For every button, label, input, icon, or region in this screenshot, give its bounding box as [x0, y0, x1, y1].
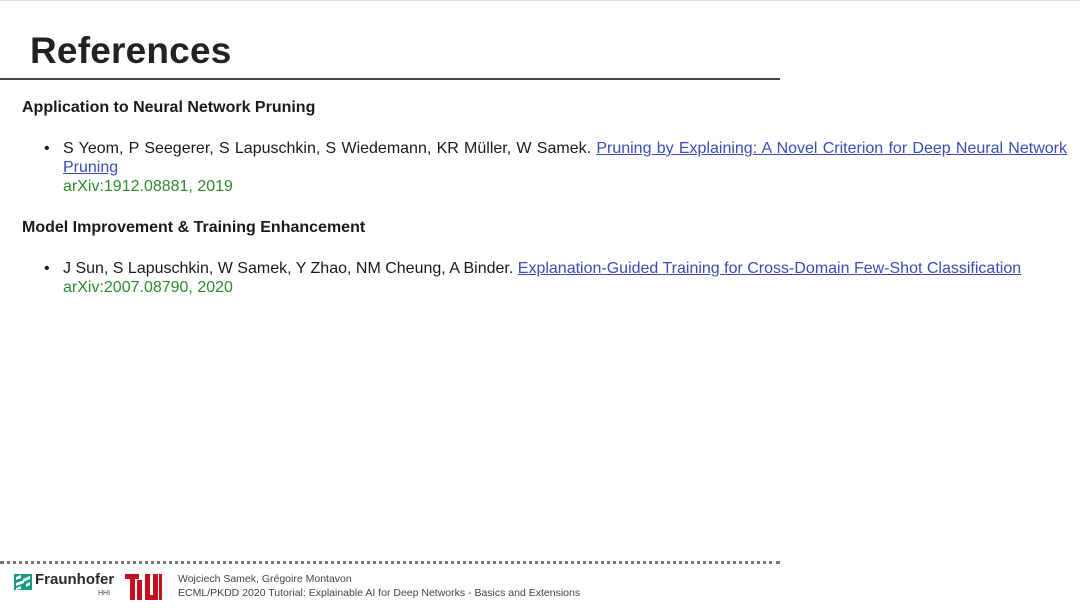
tu-berlin-logo-icon [125, 573, 163, 601]
reference-item [22, 259, 1067, 297]
reference-list [22, 139, 1067, 196]
section-pruning [22, 98, 1067, 196]
section-heading: Model Improvement & Training Enhancement [22, 219, 366, 236]
section-model-improvement [22, 218, 1067, 297]
reference-authors: S Yeom, P Seegerer, S Lapuschkin, S Wiedemann, KR Müller, W Samek. [63, 140, 592, 157]
section-heading: Application to Neural Network Pruning [22, 99, 316, 116]
slide-title: References [30, 30, 232, 71]
footer-divider [0, 561, 780, 564]
reference-venue: arXiv:1912.08881, 2019 [63, 178, 233, 195]
fraunhofer-sub-label: HHI [98, 590, 111, 597]
reference-list [22, 259, 1067, 297]
title-underline [0, 78, 780, 80]
footer-credits [178, 572, 580, 600]
bullet-icon: • [44, 140, 50, 157]
reference-title-link[interactable]: Pruning by Explaining: A Novel Criterion for Deep Neural Network Pruning [63, 140, 1067, 176]
bullet-icon: • [44, 260, 50, 277]
reference-authors: J Sun, S Lapuschkin, W Samek, Y Zhao, NM Cheung, A Binder. [63, 260, 514, 277]
reference-item [22, 139, 1067, 196]
fraunhofer-logo [14, 570, 116, 602]
footer-tutorial: ECML/PKDD 2020 Tutorial: Explainable AI for Deep Networks - Basics and Extensions [178, 587, 581, 599]
tu-berlin-logo [125, 573, 163, 601]
reference-venue: arXiv:2007.08790, 2020 [63, 279, 233, 296]
reference-title-link[interactable]: Explanation-Guided Training for Cross-Domain Few-Shot Classification [517, 260, 1022, 277]
fraunhofer-wordmark: Fraunhofer [35, 571, 115, 588]
footer-authors: Wojciech Samek, Grégoire Montavon [178, 573, 352, 585]
top-border [0, 0, 1080, 1]
fraunhofer-mark-icon [14, 574, 32, 590]
